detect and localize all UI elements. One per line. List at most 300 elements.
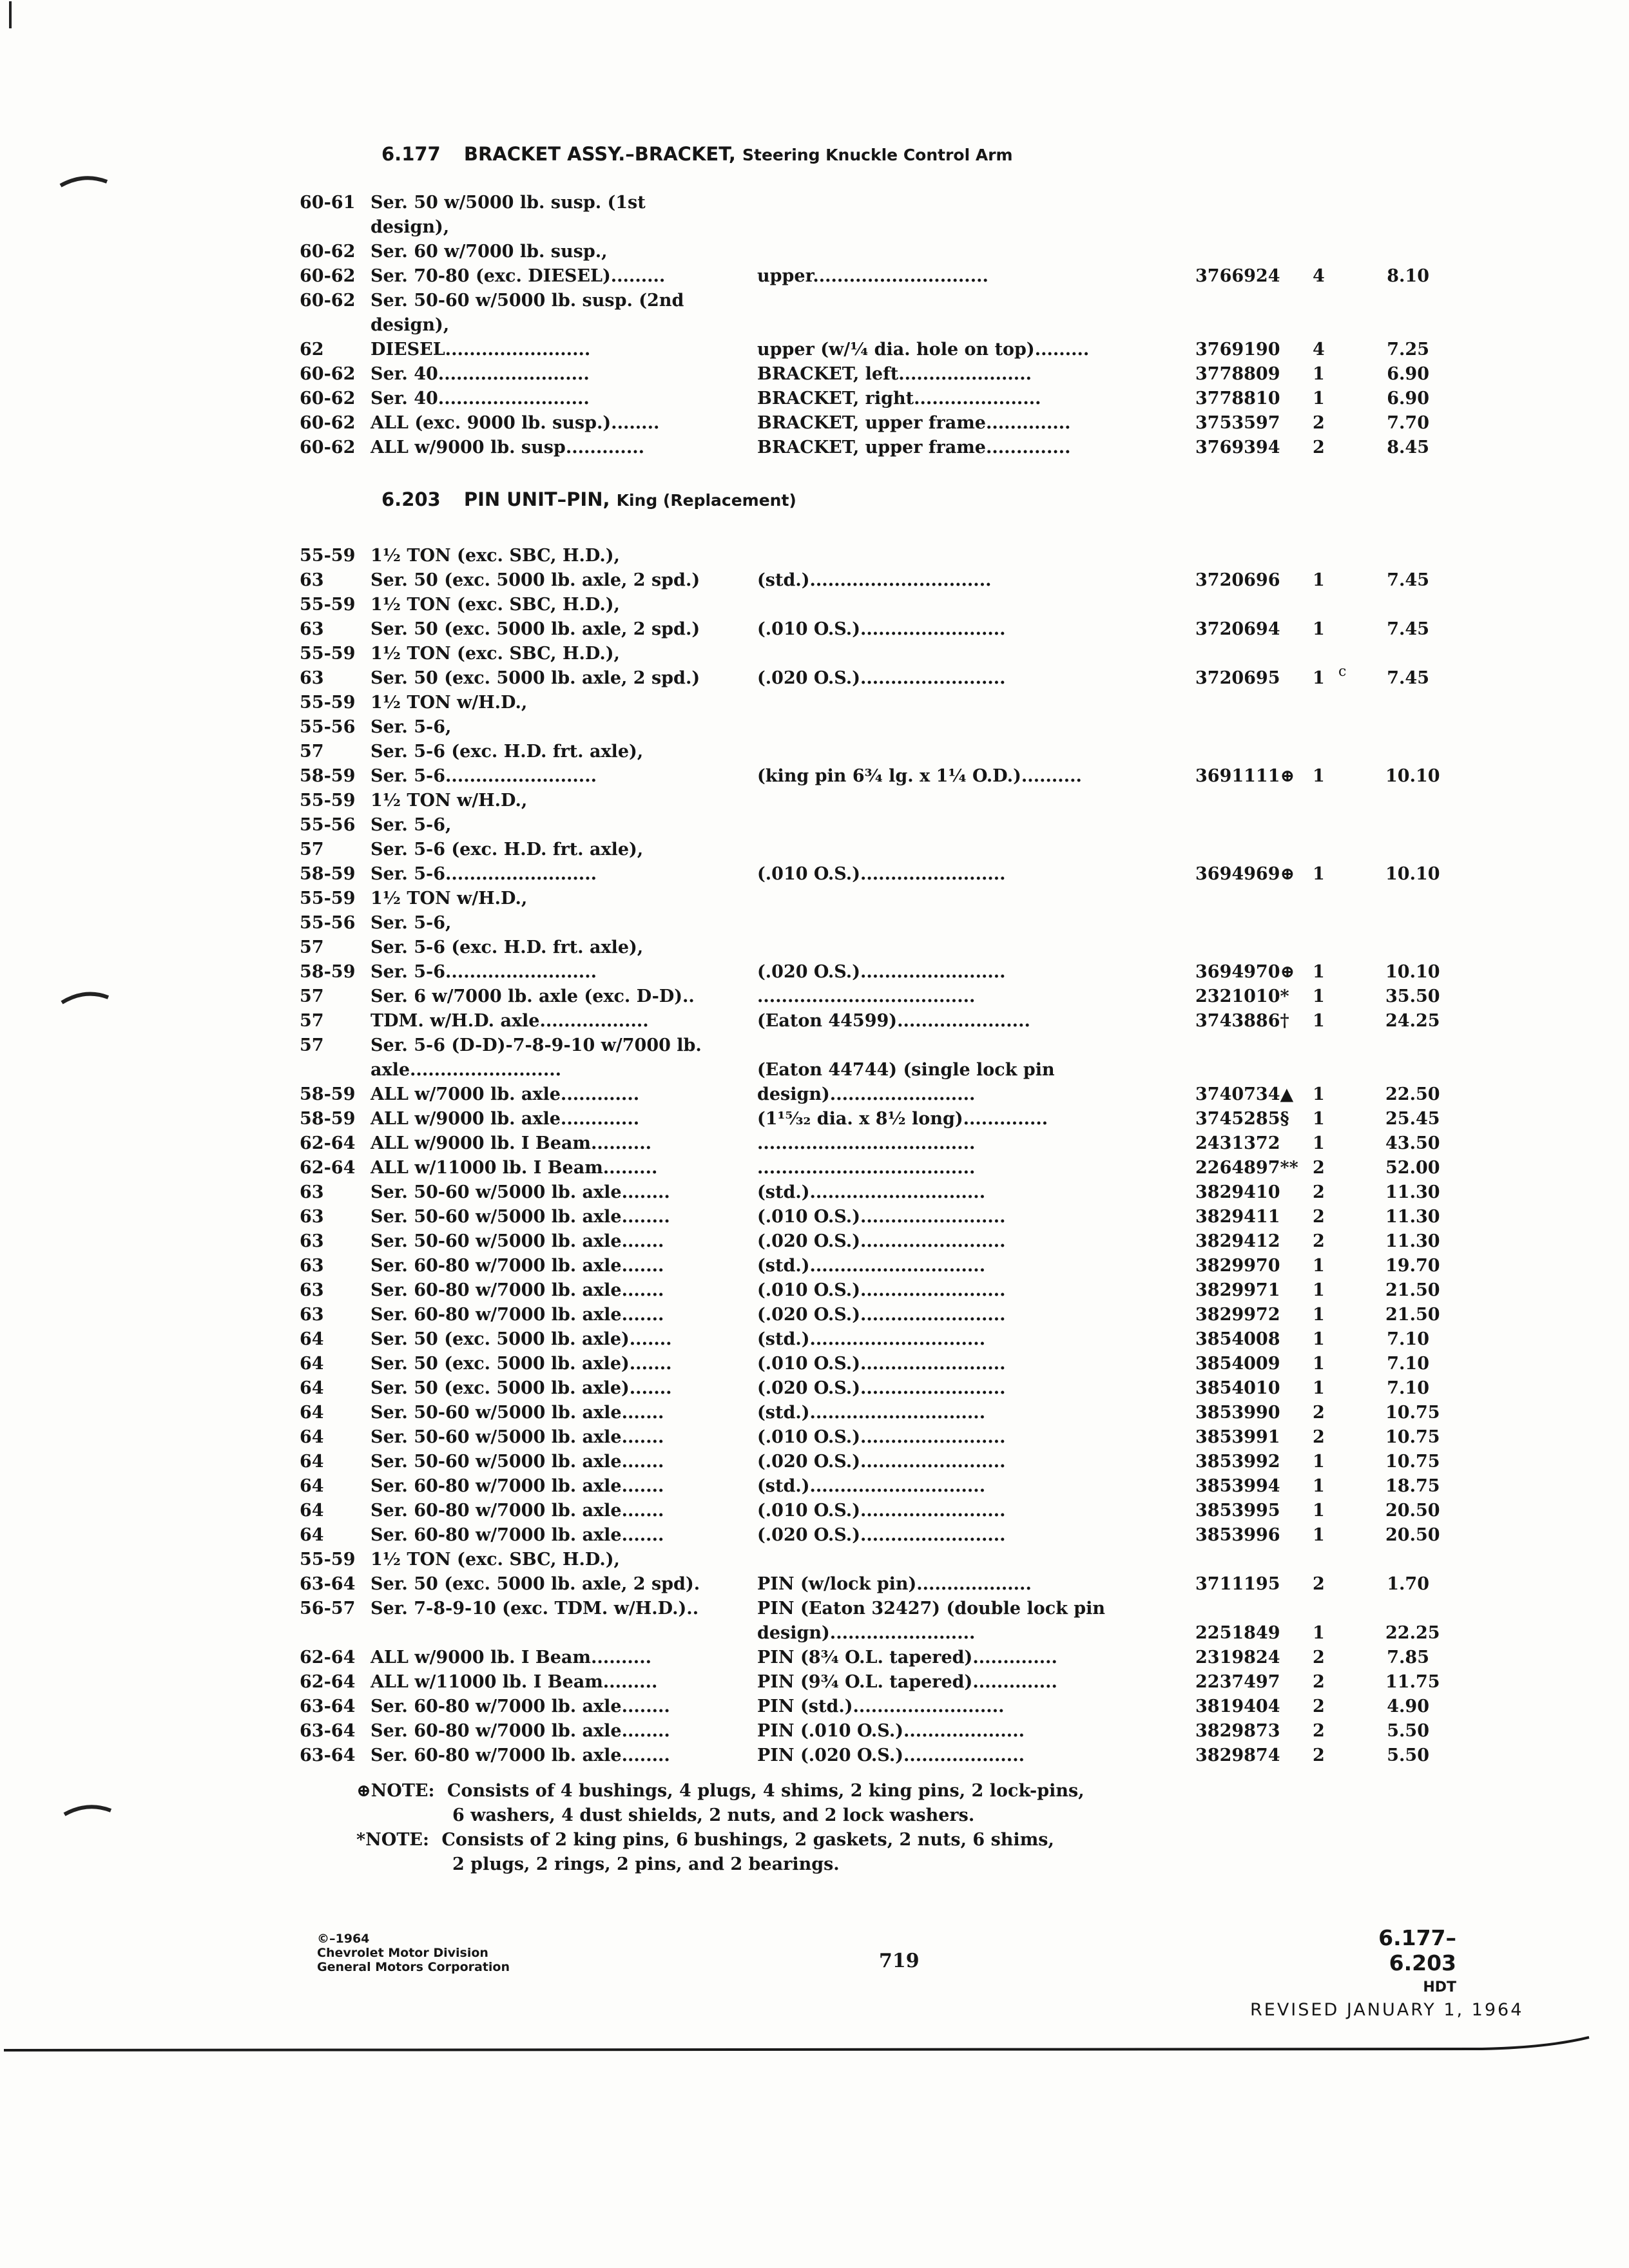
year-cell: 60-62 [300, 242, 356, 262]
year-cell: 62-64 [300, 1648, 356, 1667]
description-cell: (std.)............................. [757, 1182, 986, 1202]
price-cell: 22.25 [1385, 1623, 1440, 1643]
part-number-cell: 3853995 [1195, 1501, 1280, 1521]
application-cell: Ser. 5-6 (exc. H.D. frt. axle), [371, 742, 644, 762]
quantity-cell: 1 [1313, 619, 1325, 639]
description-cell: (.010 O.S.)........................ [757, 864, 1006, 884]
quantity-cell: 1 [1313, 1525, 1325, 1545]
quantity-cell: 1 [1313, 1501, 1325, 1521]
application-cell: Ser. 50 (exc. 5000 lb. axle)....... [371, 1329, 672, 1349]
quantity-cell: 1 [1313, 864, 1325, 884]
description-cell: (.020 O.S.)........................ [757, 1231, 1006, 1251]
quantity-cell: 2 [1313, 1745, 1325, 1765]
price-cell: 10.75 [1385, 1452, 1440, 1472]
part-number-cell: 3829412 [1195, 1231, 1280, 1251]
year-cell: 58-59 [300, 766, 356, 786]
year-cell: 62-64 [300, 1158, 356, 1178]
quantity-cell: 1 [1313, 1256, 1325, 1276]
reference-code: HDT [1423, 1979, 1456, 1995]
year-cell: 55-59 [300, 644, 356, 664]
quantity-cell: 2 [1313, 1648, 1325, 1667]
year-cell: 60-62 [300, 437, 356, 457]
price-cell: 7.45 [1387, 619, 1429, 639]
year-cell: 57 [300, 937, 324, 957]
year-cell: 55-56 [300, 913, 356, 933]
description-cell: PIN (9¾ O.L. tapered).............. [757, 1672, 1057, 1692]
description-cell: PIN (.010 O.S.).................... [757, 1721, 1025, 1741]
revised-date: REVISED JANUARY 1, 1964 [1250, 2000, 1524, 2020]
quantity-cell: 1 [1313, 1084, 1325, 1104]
price-cell: 7.70 [1387, 413, 1429, 433]
section-number: 6.203 [381, 488, 441, 510]
price-cell: 7.45 [1387, 570, 1429, 590]
year-cell: 55-59 [300, 546, 356, 566]
application-cell: Ser. 50 (exc. 5000 lb. axle, 2 spd.) [371, 570, 700, 590]
application-cell: design), [371, 217, 450, 237]
year-cell: 63-64 [300, 1745, 356, 1765]
description-cell: (std.)............................. [757, 1256, 986, 1276]
application-cell: Ser. 60-80 w/7000 lb. axle....... [371, 1256, 664, 1276]
price-cell: 11.30 [1385, 1231, 1440, 1251]
quantity-cell: 1 [1313, 570, 1325, 590]
application-cell: Ser. 40......................... [371, 364, 590, 384]
application-cell: Ser. 5-6, [371, 717, 452, 737]
quantity-cell: 1 [1313, 1109, 1325, 1129]
part-number-cell: 2264897** [1195, 1158, 1298, 1178]
part-number-cell: 3819404 [1195, 1696, 1280, 1716]
part-number-cell: 3743886† [1195, 1011, 1289, 1031]
part-number-cell: 3853996 [1195, 1525, 1280, 1545]
year-cell: 63 [300, 668, 324, 688]
year-cell: 64 [300, 1476, 324, 1496]
price-cell: 10.10 [1385, 864, 1440, 884]
year-cell: 64 [300, 1501, 324, 1521]
copyright-block [317, 1932, 510, 1974]
quantity-cell: 2 [1313, 1182, 1325, 1202]
part-number-cell: 3829874 [1195, 1745, 1280, 1765]
year-cell: 57 [300, 1035, 324, 1055]
application-cell: Ser. 6 w/7000 lb. axle (exc. D-D).. [371, 986, 695, 1006]
quantity-cell: 1 [1313, 986, 1325, 1006]
price-cell: 21.50 [1385, 1305, 1440, 1325]
quantity-cell: 2 [1313, 1574, 1325, 1594]
price-cell: 22.50 [1385, 1084, 1440, 1104]
description-cell: (.010 O.S.)........................ [757, 1280, 1006, 1300]
year-cell: 60-62 [300, 389, 356, 408]
corner-mark [4, 0, 17, 32]
application-cell: Ser. 50-60 w/5000 lb. axle....... [371, 1403, 664, 1423]
price-cell: 10.10 [1385, 962, 1440, 982]
application-cell: Ser. 60-80 w/7000 lb. axle....... [371, 1305, 664, 1325]
section-subtitle: Steering Knuckle Control Arm [742, 146, 1013, 164]
year-cell: 58-59 [300, 864, 356, 884]
quantity-cell: 1 [1313, 766, 1325, 786]
application-cell: Ser. 60-80 w/7000 lb. axle....... [371, 1501, 664, 1521]
application-cell: design), [371, 315, 450, 335]
copyright-corporation: General Motors Corporation [317, 1960, 510, 1974]
description-cell: upper............................. [757, 266, 988, 286]
year-cell: 55-59 [300, 595, 356, 615]
price-cell: 7.10 [1387, 1329, 1429, 1349]
description-cell: design)........................ [757, 1084, 976, 1104]
application-cell: 1½ TON (exc. SBC, H.D.), [371, 1550, 620, 1570]
part-number-cell: 3853994 [1195, 1476, 1280, 1496]
price-cell: 8.10 [1387, 266, 1429, 286]
price-cell: 24.25 [1385, 1011, 1440, 1031]
description-cell: BRACKET, right..................... [757, 389, 1041, 408]
application-cell: 1½ TON w/H.D., [371, 791, 528, 811]
quantity-cell: 1 [1313, 389, 1325, 408]
price-cell: 11.75 [1385, 1672, 1440, 1692]
reference-range: 6.177–6.203 [1378, 1925, 1456, 1975]
year-cell: 55-59 [300, 889, 356, 908]
application-cell: ALL w/11000 lb. I Beam......... [371, 1158, 658, 1178]
price-cell: 7.10 [1387, 1354, 1429, 1374]
application-cell: 1½ TON (exc. SBC, H.D.), [371, 595, 620, 615]
year-cell: 63-64 [300, 1721, 356, 1741]
application-cell: 1½ TON w/H.D., [371, 693, 528, 713]
price-cell: 7.25 [1387, 340, 1429, 360]
description-cell: (.020 O.S.)........................ [757, 1378, 1006, 1398]
part-number-cell: 3829411 [1195, 1207, 1280, 1227]
note-label: ⊕NOTE: [356, 1781, 435, 1801]
description-cell: PIN (std.)......................... [757, 1696, 1005, 1716]
description-cell: BRACKET, upper frame.............. [757, 437, 1071, 457]
description-cell: (std.)............................. [757, 1476, 986, 1496]
margin-mark-middle [59, 985, 111, 1010]
year-cell: 62-64 [300, 1133, 356, 1153]
quantity-cell: 2 [1313, 1231, 1325, 1251]
part-number-cell: 3829971 [1195, 1280, 1280, 1300]
price-cell: 8.45 [1387, 437, 1429, 457]
application-cell: Ser. 40......................... [371, 389, 590, 408]
year-cell: 63 [300, 1256, 324, 1276]
stray-mark: c [1338, 664, 1347, 680]
description-cell: BRACKET, upper frame.............. [757, 413, 1071, 433]
description-cell: (.010 O.S.)........................ [757, 1427, 1006, 1447]
part-number-cell: 3853991 [1195, 1427, 1280, 1447]
application-cell: Ser. 50-60 w/5000 lb. axle....... [371, 1427, 664, 1447]
application-cell: Ser. 50 w/5000 lb. susp. (1st [371, 193, 646, 213]
quantity-cell: 1 [1313, 1133, 1325, 1153]
note-1 [356, 1781, 1084, 1801]
application-cell: Ser. 50-60 w/5000 lb. axle........ [371, 1207, 670, 1227]
application-cell: axle......................... [371, 1060, 562, 1080]
quantity-cell: 1 [1313, 1354, 1325, 1374]
note-text: Consists of 4 bushings, 4 plugs, 4 shims, 2 king pins, 2 lock-pins, [447, 1781, 1084, 1801]
quantity-cell: 2 [1313, 1696, 1325, 1716]
application-cell: Ser. 60-80 w/7000 lb. axle........ [371, 1721, 670, 1741]
description-cell: (std.).............................. [757, 570, 992, 590]
note-text: Consists of 2 king pins, 6 bushings, 2 gaskets, 2 nuts, 6 shims, [441, 1830, 1054, 1850]
application-cell: Ser. 5-6, [371, 815, 452, 835]
description-cell: PIN (.020 O.S.).................... [757, 1745, 1025, 1765]
description-cell: (.010 O.S.)........................ [757, 619, 1006, 639]
part-number-cell: 2237497 [1195, 1672, 1280, 1692]
part-number-cell: 3853992 [1195, 1452, 1280, 1472]
application-cell: Ser. 70-80 (exc. DIESEL)......... [371, 266, 666, 286]
year-cell: 64 [300, 1354, 324, 1374]
year-cell: 63 [300, 619, 324, 639]
year-cell: 55-56 [300, 815, 356, 835]
year-cell: 57 [300, 742, 324, 762]
application-cell: Ser. 5-6 (exc. H.D. frt. axle), [371, 937, 644, 957]
year-cell: 64 [300, 1427, 324, 1447]
application-cell: Ser. 50 (exc. 5000 lb. axle)....... [371, 1378, 672, 1398]
price-cell: 52.00 [1385, 1158, 1440, 1178]
price-cell: 43.50 [1385, 1133, 1440, 1153]
year-cell: 60-62 [300, 291, 356, 311]
quantity-cell: 1 [1313, 962, 1325, 982]
price-cell: 6.90 [1387, 389, 1429, 408]
description-cell: (.020 O.S.)........................ [757, 1525, 1006, 1545]
bottom-rule [0, 2030, 1629, 2068]
price-cell: 6.90 [1387, 364, 1429, 384]
note-text: 2 plugs, 2 rings, 2 pins, and 2 bearings. [452, 1854, 840, 1874]
page-number: 719 [879, 1950, 920, 1972]
year-cell: 55-56 [300, 717, 356, 737]
application-cell: Ser. 60-80 w/7000 lb. axle........ [371, 1696, 670, 1716]
application-cell: ALL w/9000 lb. axle............. [371, 1109, 640, 1129]
application-cell: ALL w/9000 lb. susp............. [371, 437, 645, 457]
description-cell: .................................... [757, 1158, 976, 1178]
part-number-cell: 2251849 [1195, 1623, 1280, 1643]
part-number-cell: 3854010 [1195, 1378, 1280, 1398]
price-cell: 1.70 [1387, 1574, 1429, 1594]
description-cell: (.010 O.S.)........................ [757, 1354, 1006, 1374]
note-1-cont [452, 1805, 974, 1825]
price-cell: 5.50 [1387, 1745, 1429, 1765]
year-cell: 57 [300, 986, 324, 1006]
application-cell: Ser. 5-6......................... [371, 766, 597, 786]
note-2 [356, 1830, 1054, 1850]
application-cell: 1½ TON w/H.D., [371, 889, 528, 908]
part-number-cell: 3740734▲ [1195, 1084, 1294, 1104]
part-number-cell: 3854008 [1195, 1329, 1280, 1349]
description-cell: (king pin 6¾ lg. x 1¼ O.D.).......... [757, 766, 1082, 786]
year-cell: 58-59 [300, 962, 356, 982]
application-cell: Ser. 5-6 (D-D)-7-8-9-10 w/7000 lb. [371, 1035, 702, 1055]
description-cell: (1¹⁵⁄₃₂ dia. x 8½ long).............. [757, 1109, 1048, 1129]
year-cell: 58-59 [300, 1084, 356, 1104]
quantity-cell: 1 [1313, 1329, 1325, 1349]
year-cell: 55-59 [300, 1550, 356, 1570]
description-cell: (.020 O.S.)........................ [757, 1452, 1006, 1472]
section-heading: BRACKET ASSY.–BRACKET, [463, 143, 736, 165]
quantity-cell: 1 [1313, 1280, 1325, 1300]
application-cell: Ser. 5-6, [371, 913, 452, 933]
quantity-cell: 2 [1313, 413, 1325, 433]
part-number-cell: 3829873 [1195, 1721, 1280, 1741]
application-cell: Ser. 50 (exc. 5000 lb. axle, 2 spd). [371, 1574, 700, 1594]
description-cell: (Eaton 44744) (single lock pin [757, 1060, 1055, 1080]
section-subtitle: King (Replacement) [616, 491, 796, 510]
application-cell: Ser. 50-60 w/5000 lb. axle....... [371, 1231, 664, 1251]
price-cell: 11.30 [1385, 1182, 1440, 1202]
application-cell: Ser. 60-80 w/7000 lb. axle....... [371, 1476, 664, 1496]
quantity-cell: 2 [1313, 1403, 1325, 1423]
application-cell: Ser. 60-80 w/7000 lb. axle........ [371, 1745, 670, 1765]
part-number-cell: 3769190 [1195, 340, 1280, 360]
quantity-cell: 1 [1313, 1476, 1325, 1496]
description-cell: (.010 O.S.)........................ [757, 1207, 1006, 1227]
year-cell: 63 [300, 1305, 324, 1325]
application-cell: Ser. 50-60 w/5000 lb. susp. (2nd [371, 291, 684, 311]
application-cell: Ser. 60-80 w/7000 lb. axle....... [371, 1525, 664, 1545]
application-cell: TDM. w/H.D. axle.................. [371, 1011, 649, 1031]
part-number-cell: 3769394 [1195, 437, 1280, 457]
year-cell: 63 [300, 570, 324, 590]
description-cell: .................................... [757, 1133, 976, 1153]
application-cell: ALL w/7000 lb. axle............. [371, 1084, 640, 1104]
description-cell: (.010 O.S.)........................ [757, 1501, 1006, 1521]
price-cell: 4.90 [1387, 1696, 1429, 1716]
application-cell: DIESEL........................ [371, 340, 591, 360]
price-cell: 35.50 [1385, 986, 1440, 1006]
year-cell: 63-64 [300, 1696, 356, 1716]
description-cell: (.020 O.S.)........................ [757, 1305, 1006, 1325]
quantity-cell: 4 [1313, 340, 1325, 360]
quantity-cell: 1 [1313, 364, 1325, 384]
price-cell: 10.75 [1385, 1403, 1440, 1423]
price-cell: 10.10 [1385, 766, 1440, 786]
year-cell: 63 [300, 1182, 324, 1202]
part-number-cell: 3853990 [1195, 1403, 1280, 1423]
part-number-cell: 3711195 [1195, 1574, 1280, 1594]
year-cell: 55-59 [300, 791, 356, 811]
section-title-bracket [381, 143, 1013, 165]
section-title-pin [381, 488, 796, 510]
part-number-cell: 3691111⊕ [1195, 766, 1295, 786]
part-number-cell: 3720695 [1195, 668, 1280, 688]
description-cell: (.020 O.S.)........................ [757, 668, 1006, 688]
quantity-cell: 1 [1313, 1378, 1325, 1398]
description-cell: PIN (8¾ O.L. tapered).............. [757, 1648, 1057, 1667]
margin-mark-top [58, 169, 110, 195]
price-cell: 7.10 [1387, 1378, 1429, 1398]
description-cell: .................................... [757, 986, 976, 1006]
price-cell: 5.50 [1387, 1721, 1429, 1741]
year-cell: 63 [300, 1207, 324, 1227]
application-cell: 1½ TON (exc. SBC, H.D.), [371, 644, 620, 664]
description-cell: upper (w/¼ dia. hole on top)......... [757, 340, 1090, 360]
year-cell: 60-62 [300, 413, 356, 433]
part-number-cell: 3829972 [1195, 1305, 1280, 1325]
part-number-cell: 3720694 [1195, 619, 1280, 639]
application-cell: Ser. 50 (exc. 5000 lb. axle)....... [371, 1354, 672, 1374]
note-2-cont [452, 1854, 840, 1874]
price-cell: 25.45 [1385, 1109, 1440, 1129]
year-cell: 64 [300, 1378, 324, 1398]
description-cell: design)........................ [757, 1623, 976, 1643]
year-cell: 62 [300, 340, 324, 360]
quantity-cell: 1 [1313, 1623, 1325, 1643]
year-cell: 64 [300, 1525, 324, 1545]
quantity-cell: 2 [1313, 437, 1325, 457]
price-cell: 20.50 [1385, 1501, 1440, 1521]
note-text: 6 washers, 4 dust shields, 2 nuts, and 2 lock washers. [452, 1805, 975, 1825]
price-cell: 11.30 [1385, 1207, 1440, 1227]
description-cell: (Eaton 44599)...................... [757, 1011, 1030, 1031]
price-cell: 18.75 [1385, 1476, 1440, 1496]
part-number-cell: 3694969⊕ [1195, 864, 1295, 884]
description-cell: PIN (Eaton 32427) (double lock pin [757, 1599, 1106, 1619]
application-cell: ALL (exc. 9000 lb. susp.)........ [371, 413, 660, 433]
part-number-cell: 3694970⊕ [1195, 962, 1295, 982]
application-cell: Ser. 50-60 w/5000 lb. axle....... [371, 1452, 664, 1472]
application-cell: Ser. 50-60 w/5000 lb. axle........ [371, 1182, 670, 1202]
quantity-cell: 1 [1313, 1011, 1325, 1031]
part-number-cell: 3778810 [1195, 389, 1280, 408]
year-cell: 64 [300, 1452, 324, 1472]
quantity-cell: 2 [1313, 1672, 1325, 1692]
description-cell: (.020 O.S.)........................ [757, 962, 1006, 982]
price-cell: 19.70 [1385, 1256, 1440, 1276]
part-number-cell: 2321010* [1195, 986, 1289, 1006]
description-cell: (std.)............................. [757, 1329, 986, 1349]
quantity-cell: 1 [1313, 1452, 1325, 1472]
quantity-cell: 2 [1313, 1207, 1325, 1227]
part-number-cell: 2431372 [1195, 1133, 1280, 1153]
year-cell: 63 [300, 1280, 324, 1300]
quantity-cell: 1 [1313, 1305, 1325, 1325]
application-cell: Ser. 5-6......................... [371, 962, 597, 982]
year-cell: 60-62 [300, 364, 356, 384]
year-cell: 62-64 [300, 1672, 356, 1692]
year-cell: 63 [300, 1231, 324, 1251]
quantity-cell: 4 [1313, 266, 1325, 286]
application-cell: Ser. 60 w/7000 lb. susp., [371, 242, 608, 262]
part-number-cell: 3829410 [1195, 1182, 1280, 1202]
price-cell: 7.45 [1387, 668, 1429, 688]
application-cell: 1½ TON (exc. SBC, H.D.), [371, 546, 620, 566]
year-cell: 64 [300, 1403, 324, 1423]
year-cell: 64 [300, 1329, 324, 1349]
quantity-cell: 1 [1313, 668, 1325, 688]
application-cell: Ser. 50 (exc. 5000 lb. axle, 2 spd.) [371, 619, 700, 639]
application-cell: Ser. 60-80 w/7000 lb. axle....... [371, 1280, 664, 1300]
year-cell: 58-59 [300, 1109, 356, 1129]
quantity-cell: 2 [1313, 1158, 1325, 1178]
application-cell: Ser. 7-8-9-10 (exc. TDM. w/H.D.).. [371, 1599, 699, 1619]
year-cell: 57 [300, 840, 324, 860]
part-number-cell: 3766924 [1195, 266, 1280, 286]
year-cell: 57 [300, 1011, 324, 1031]
part-number-cell: 3745285§ [1195, 1109, 1289, 1129]
part-number-cell: 3829970 [1195, 1256, 1280, 1276]
year-cell: 60-61 [300, 193, 356, 213]
application-cell: Ser. 5-6......................... [371, 864, 597, 884]
application-cell: ALL w/11000 lb. I Beam......... [371, 1672, 658, 1692]
part-number-cell: 3854009 [1195, 1354, 1280, 1374]
price-cell: 7.85 [1387, 1648, 1429, 1667]
quantity-cell: 2 [1313, 1427, 1325, 1447]
margin-mark-bottom [62, 1798, 113, 1823]
note-label: *NOTE: [356, 1830, 429, 1850]
price-cell: 10.75 [1385, 1427, 1440, 1447]
part-number-cell: 3753597 [1195, 413, 1280, 433]
application-cell: Ser. 50 (exc. 5000 lb. axle, 2 spd.) [371, 668, 700, 688]
copyright-division: Chevrolet Motor Division [317, 1946, 488, 1960]
copyright-year: ©–1964 [317, 1932, 370, 1946]
description-cell: PIN (w/lock pin)................... [757, 1574, 1032, 1594]
description-cell: (std.)............................. [757, 1403, 986, 1423]
part-number-cell: 3720696 [1195, 570, 1280, 590]
application-cell: Ser. 5-6 (exc. H.D. frt. axle), [371, 840, 644, 860]
section-heading: PIN UNIT–PIN, [463, 488, 610, 510]
year-cell: 55-59 [300, 693, 356, 713]
price-cell: 21.50 [1385, 1280, 1440, 1300]
